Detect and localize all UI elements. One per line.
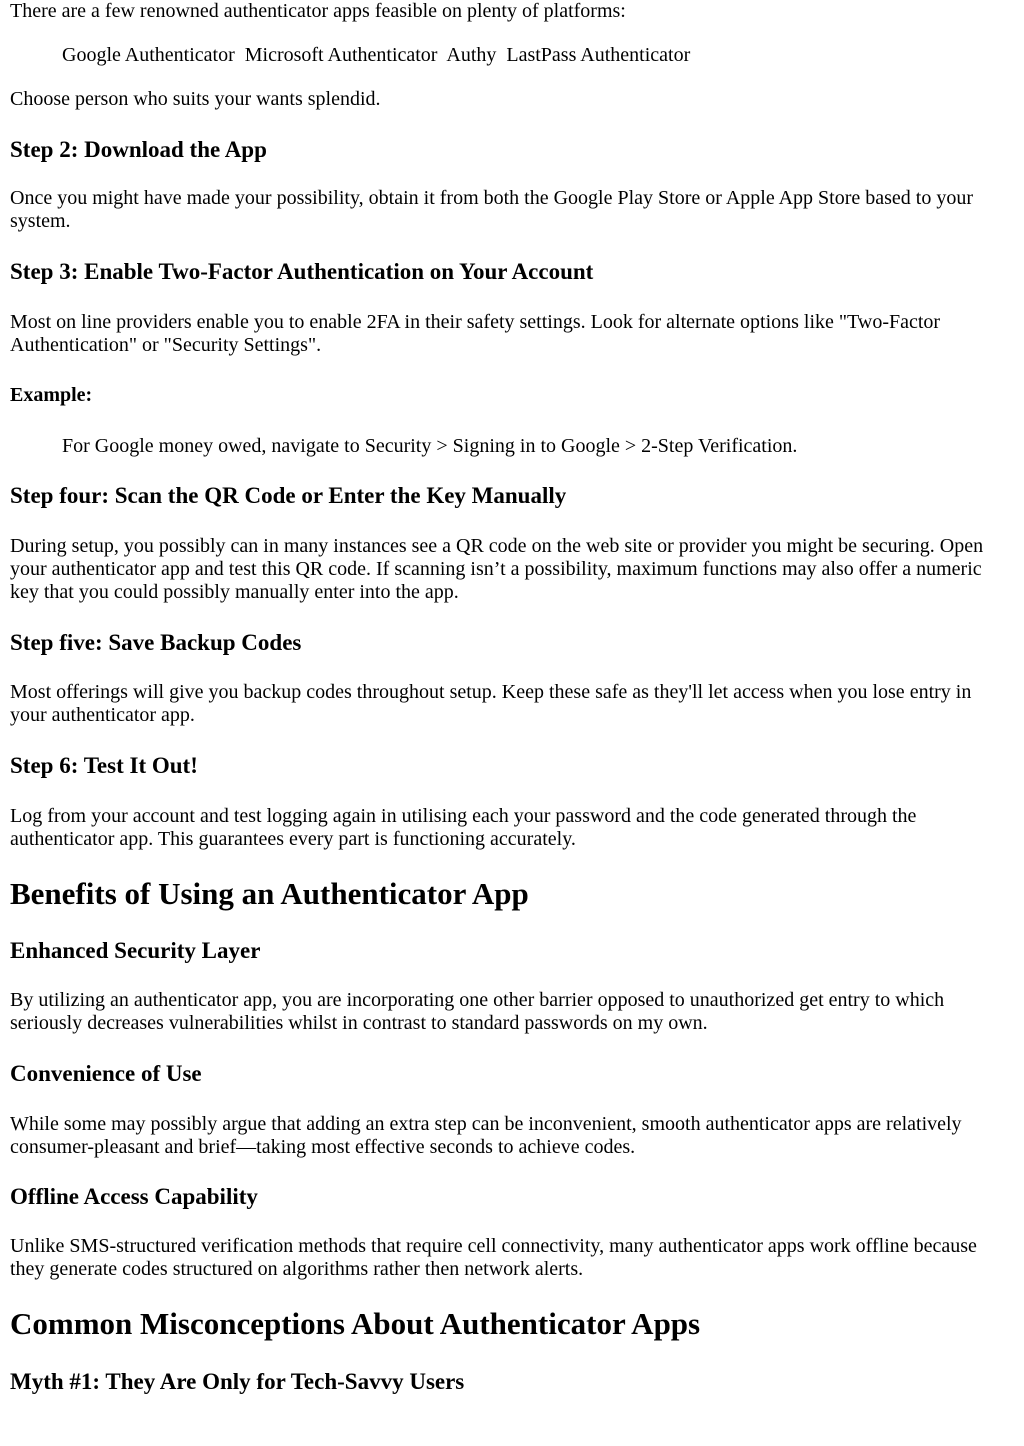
misconceptions-heading: Common Misconceptions About Authenticator Apps bbox=[10, 1306, 701, 1341]
step-2-paragraph: Once you might have made your possibility, obtain it from both the Google Play Store or Apple App Store based to your system. bbox=[10, 187, 974, 232]
step-6-heading: Step 6: Test It Out! bbox=[10, 753, 198, 778]
security-heading: Enhanced Security Layer bbox=[10, 938, 261, 963]
offline-paragraph: Unlike SMS-structured verification methods that require cell connectivity, many authenticator apps work offline because they generate codes structured on algorithms rather then network alerts. bbox=[10, 1235, 977, 1280]
app-list-item: Microsoft Authenticator bbox=[244, 44, 438, 66]
step-6-paragraph: Log from your account and test logging again in utilising each your password and the code generated through the authenticator app. This guarantees every part is functioning accurately. bbox=[10, 805, 917, 850]
step-4-paragraph: During setup, you possibly can in many instances see a QR code on the web site or provider you might be securing. Open your authenticator app and test this QR code. If scanning isn’t a possibility, maximum functions may also offer a numeric key that you could possibly manually enter into the app. bbox=[10, 535, 984, 603]
offline-heading: Offline Access Capability bbox=[10, 1184, 258, 1209]
step-5-heading: Step five: Save Backup Codes bbox=[10, 630, 302, 655]
step-3-heading: Step 3: Enable Two-Factor Authentication on Your Account bbox=[10, 259, 594, 284]
step-3-paragraph: Most on line providers enable you to enable 2FA in their safety settings. Look for alternate options like "Two-Factor Authentication" or "Security Settings". bbox=[10, 311, 941, 356]
step-4-heading: Step four: Scan the QR Code or Enter the Key Manually bbox=[10, 483, 567, 508]
choose-paragraph: Choose person who suits your wants splendid. bbox=[10, 88, 381, 110]
step-5-paragraph: Most offerings will give you backup codes throughout setup. Keep these safe as they'll let access when you lose entry in your authenticator app. bbox=[10, 681, 972, 726]
app-list-item: Authy bbox=[446, 44, 497, 66]
example-paragraph: For Google money owed, navigate to Security > Signing in to Google > 2-Step Verification. bbox=[62, 435, 798, 457]
example-label: Example: bbox=[10, 384, 93, 406]
convenience-paragraph: While some may possibly argue that adding an extra step can be inconvenient, smooth authenticator apps are relatively consumer-pleasant and brief—taking most effective seconds to achieve codes. bbox=[10, 1113, 962, 1158]
myth-1-heading: Myth #1: They Are Only for Tech-Savvy Users bbox=[10, 1369, 465, 1394]
security-paragraph: By utilizing an authenticator app, you are incorporating one other barrier opposed to unauthorized get entry to which seriously decreases vulnerabilities whilst in contrast to standard passwords on my own. bbox=[10, 989, 945, 1034]
convenience-heading: Convenience of Use bbox=[10, 1061, 202, 1086]
app-list-item: Google Authenticator bbox=[62, 44, 235, 66]
intro-paragraph: There are a few renowned authenticator apps feasible on plenty of platforms: bbox=[10, 0, 626, 22]
app-list-item: LastPass Authenticator bbox=[506, 44, 691, 66]
benefits-heading: Benefits of Using an Authenticator App bbox=[10, 876, 529, 911]
step-2-heading: Step 2: Download the App bbox=[10, 137, 267, 162]
authenticator-app-list bbox=[62, 44, 1012, 67]
